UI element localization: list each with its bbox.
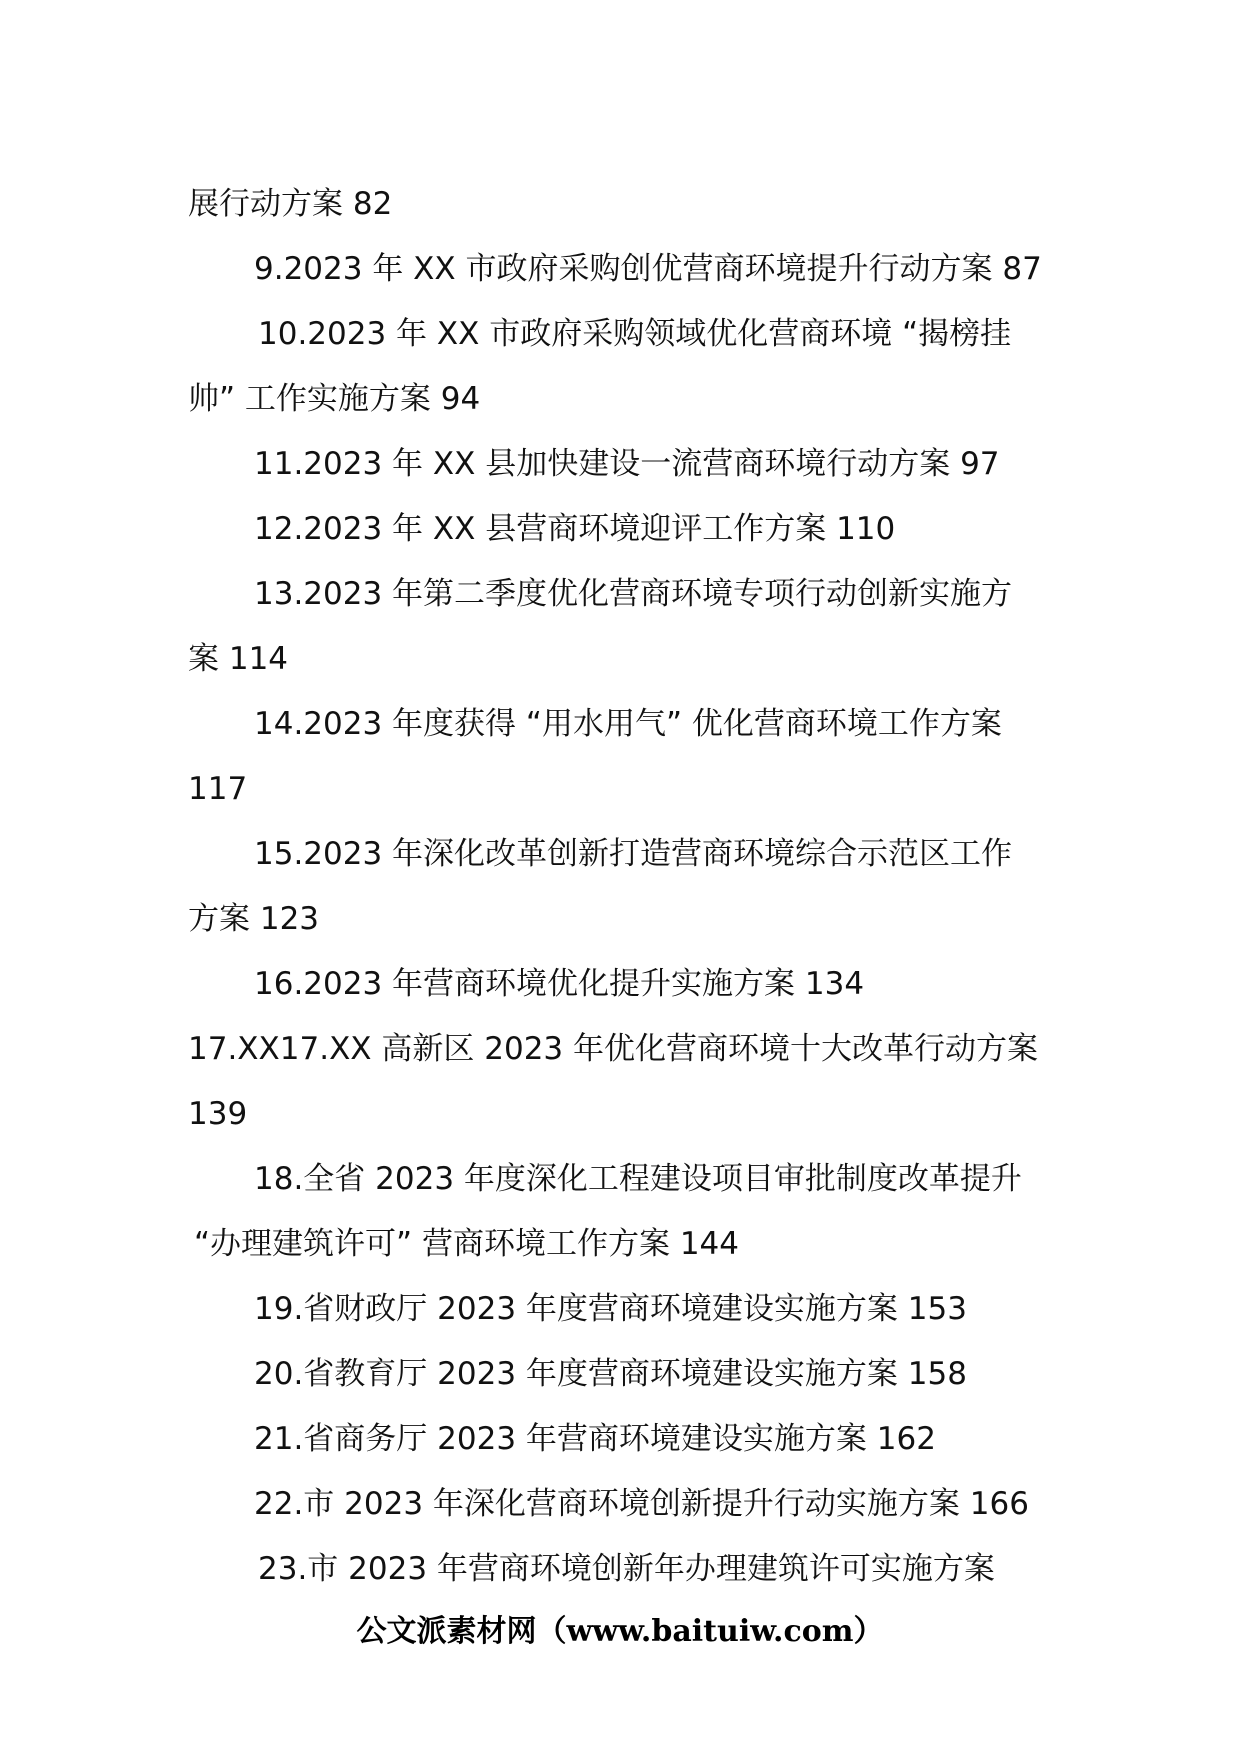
toc-entry-9: 9.2023 年 XX 市政府采购创优营商环境提升行动方案 87 <box>254 251 1042 287</box>
toc-entry-18: 18.全省 2023 年度深化工程建设项目审批制度改革提升 <box>254 1161 1022 1197</box>
toc-entry-11: 11.2023 年 XX 县加快建设一流营商环境行动方案 97 <box>254 446 1000 482</box>
toc-line: 139 <box>188 1096 248 1132</box>
toc-line: 方案 123 <box>188 901 320 937</box>
toc-entry-16: 16.2023 年营商环境优化提升实施方案 134 <box>254 966 865 1002</box>
toc-entry-21: 21.省商务厅 2023 年营商环境建设实施方案 162 <box>254 1421 936 1457</box>
toc-entry-20: 20.省教育厅 2023 年度营商环境建设实施方案 158 <box>254 1356 967 1392</box>
toc-line: 帅” 工作实施方案 94 <box>188 381 481 417</box>
toc-entry-13: 13.2023 年第二季度优化营商环境专项行动创新实施方 <box>254 576 1013 612</box>
toc-line: 案 114 <box>188 641 289 677</box>
toc-line: “办理建筑许可” 营商环境工作方案 144 <box>194 1226 739 1262</box>
toc-entry-19: 19.省财政厅 2023 年度营商环境建设实施方案 153 <box>254 1291 967 1327</box>
table-of-contents <box>188 172 1068 1602</box>
toc-entry-22: 22.市 2023 年深化营商环境创新提升行动实施方案 166 <box>254 1486 1029 1522</box>
toc-entry-15: 15.2023 年深化改革创新打造营商环境综合示范区工作 <box>254 836 1013 872</box>
toc-entry-23: 23.市 2023 年营商环境创新年办理建筑许可实施方案 <box>258 1551 995 1587</box>
toc-entry-12: 12.2023 年 XX 县营商环境迎评工作方案 110 <box>254 511 896 547</box>
toc-entry-14: 14.2023 年度获得 “用水用气” 优化营商环境工作方案 <box>254 706 1002 742</box>
page-footer: 公文派素材网（www.baituiw.com） <box>356 1614 884 1649</box>
toc-line: 117 <box>188 771 248 807</box>
toc-entry-10: 10.2023 年 XX 市政府采购领域优化营商环境 “揭榜挂 <box>258 316 1012 352</box>
toc-entry-17: 17.XX17.XX 高新区 2023 年优化营商环境十大改革行动方案 <box>188 1031 1039 1067</box>
toc-line: 展行动方案 82 <box>188 186 393 222</box>
